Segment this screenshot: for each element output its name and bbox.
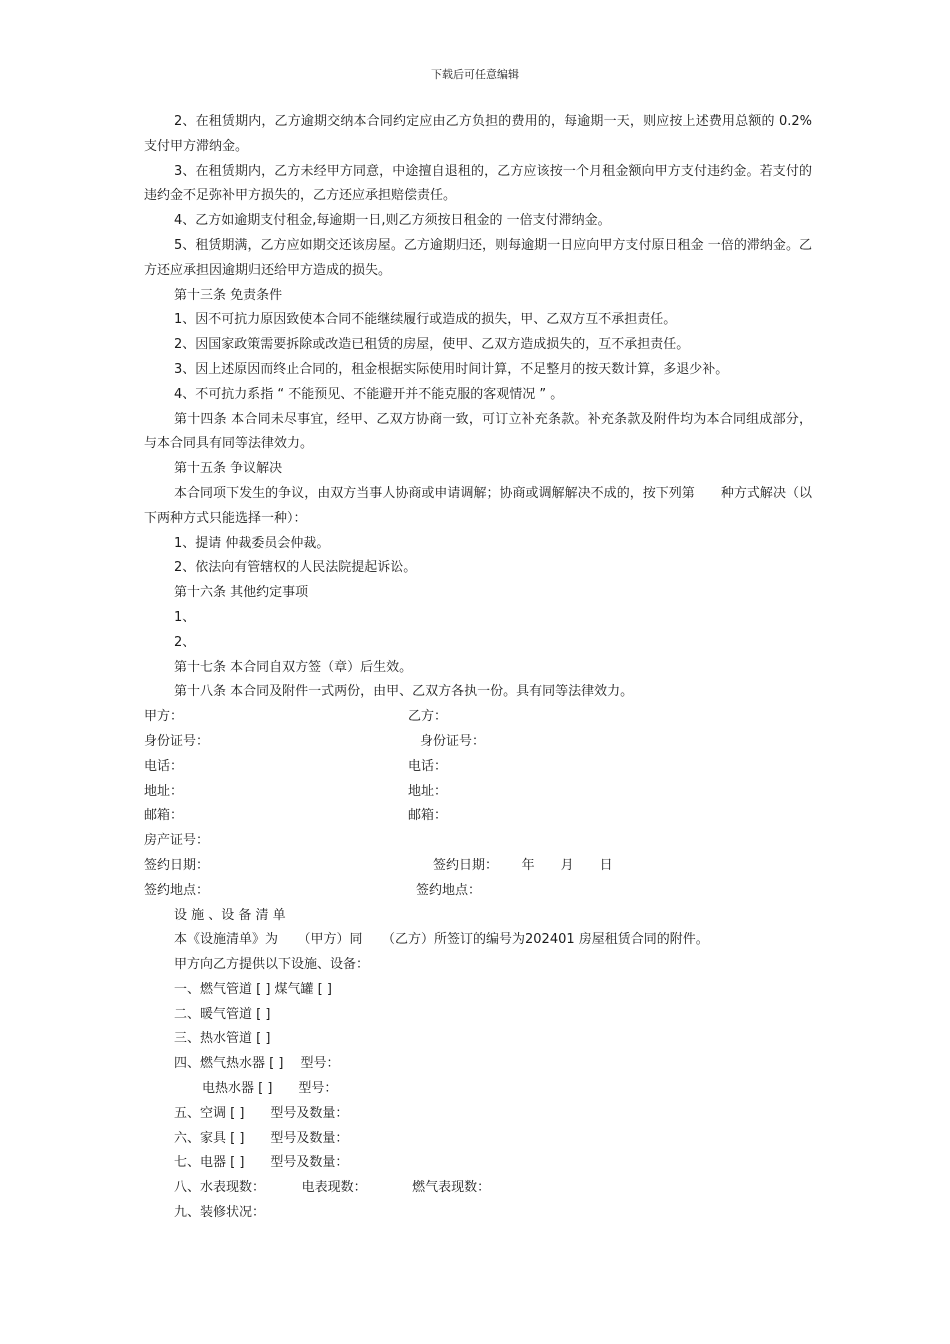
clause-lease-expiry: 5、租赁期满，乙方应如期交还该房屋。乙方逾期归还，则每逾期一日应向甲方支付原日租金 一倍的滞纳金。乙方还应承担因逾期归还给甲方造成的损失。	[144, 237, 812, 278]
signature-row	[144, 804, 812, 829]
signature-row	[144, 854, 812, 879]
article-15-option-1: 1、提请 仲裁委员会仲裁。	[174, 535, 330, 551]
article-13-item-3: 3、因上述原因而终止合同的，租金根据实际使用时间计算，不足整月的按天数计算，多退少补。	[174, 361, 729, 377]
contract-body	[144, 110, 812, 1226]
party-a-date-label: 签约日期：	[144, 857, 210, 873]
signature-row	[144, 879, 812, 904]
facility-item: 一、燃气管道 [ ] 煤气罐 [ ]	[174, 981, 332, 997]
article-16-item-2: 2、	[174, 634, 196, 650]
article-13-title: 第十三条 免责条件	[174, 287, 283, 303]
facility-item: 二、暖气管道 [ ]	[174, 1006, 271, 1022]
clause-early-termination: 3、在租赁期内，乙方未经甲方同意，中途擅自退租的，乙方应该按一个月租金额向甲方支付违约金。若支付的违约金不足弥补甲方损失的，乙方还应承担赔偿责任。	[144, 163, 812, 204]
article-16-item-1: 1、	[174, 609, 196, 625]
party-b-id-label: 身份证号：	[420, 733, 486, 749]
party-b-date-label: 签约日期： 年 月 日	[433, 857, 613, 873]
page-header: 下载后可任意编辑	[431, 68, 519, 81]
clause-late-rent: 4、乙方如逾期支付租金,每逾期一日,则乙方须按日租金的 一倍支付滞纳金。	[174, 213, 611, 229]
property-cert-label: 房产证号：	[144, 833, 210, 849]
facility-item: 五、空调 [ ] 型号及数量：	[174, 1105, 349, 1121]
facility-item: 电热水器 [ ] 型号：	[202, 1081, 338, 1097]
party-a-email-label: 邮箱：	[144, 808, 184, 824]
article-14: 第十四条 本合同未尽事宜，经甲、乙双方协商一致，可订立补充条款。补充条款及附件均为本合同组成部分，与本合同具有同等法律效力。	[144, 411, 812, 452]
party-b-email-label: 邮箱：	[408, 808, 448, 824]
signature-row	[144, 829, 812, 854]
appendix-intro: 本《设施清单》为 （甲方）同 （乙方）所签订的编号为202401 房屋租赁合同的附件。	[174, 932, 709, 948]
facility-appendix	[144, 904, 812, 1226]
article-18: 第十八条 本合同及附件一式两份，由甲、乙双方各执一份。具有同等法律效力。	[174, 684, 634, 700]
party-b-place-label: 签约地点：	[416, 882, 482, 898]
party-b-address-label: 地址：	[408, 783, 448, 799]
facility-item: 七、电器 [ ] 型号及数量：	[174, 1155, 349, 1171]
article-13-item-2: 2、因国家政策需要拆除或改造已租赁的房屋，使甲、乙双方造成损失的，互不承担责任。	[174, 337, 690, 353]
signature-row	[144, 730, 812, 755]
article-15-title: 第十五条 争议解决	[174, 461, 283, 477]
party-a-place-label: 签约地点：	[144, 882, 210, 898]
article-13-item-4: 4、不可抗力系指 “ 不能预见、不能避开并不能克服的客观情况 ” 。	[174, 386, 564, 402]
party-b-label: 乙方：	[408, 709, 448, 725]
party-a-address-label: 地址：	[144, 783, 184, 799]
facility-item: 四、燃气热水器 [ ] 型号：	[174, 1056, 340, 1072]
party-a-phone-label: 电话：	[144, 758, 184, 774]
signature-row	[144, 755, 812, 780]
party-b-phone-label: 电话：	[408, 758, 448, 774]
facility-item: 三、热水管道 [ ]	[174, 1031, 271, 1047]
article-16-title: 第十六条 其他约定事项	[174, 585, 309, 601]
appendix-lead: 甲方向乙方提供以下设施、设备：	[174, 957, 370, 973]
signature-row	[144, 780, 812, 805]
clause-late-fee: 2、在租赁期内，乙方逾期交纳本合同约定应由乙方负担的费用的，每逾期一天，则应按上述费用总额的 0.2%支付甲方滞纳金。	[144, 114, 812, 154]
party-a-id-label: 身份证号：	[144, 733, 210, 749]
article-15-option-2: 2、依法向有管辖权的人民法院提起诉讼。	[174, 560, 417, 576]
article-17: 第十七条 本合同自双方签（章）后生效。	[174, 659, 413, 675]
facility-item: 六、家具 [ ] 型号及数量：	[174, 1130, 349, 1146]
signature-block	[144, 705, 812, 903]
party-a-label: 甲方：	[144, 709, 184, 725]
facility-item: 八、水表现数： 电表现数： 燃气表现数：	[174, 1180, 491, 1196]
appendix-title: 设 施 、设 备 清 单	[174, 907, 286, 923]
signature-row	[144, 705, 812, 730]
facility-item: 九、装修状况：	[174, 1205, 266, 1221]
article-15-body: 本合同项下发生的争议，由双方当事人协商或申请调解；协商或调解解决不成的，按下列第 种方式解决（以下两种方式只能选择一种）：	[144, 485, 812, 526]
article-13-item-1: 1、因不可抗力原因致使本合同不能继续履行或造成的损失，甲、乙双方互不承担责任。	[174, 312, 677, 328]
